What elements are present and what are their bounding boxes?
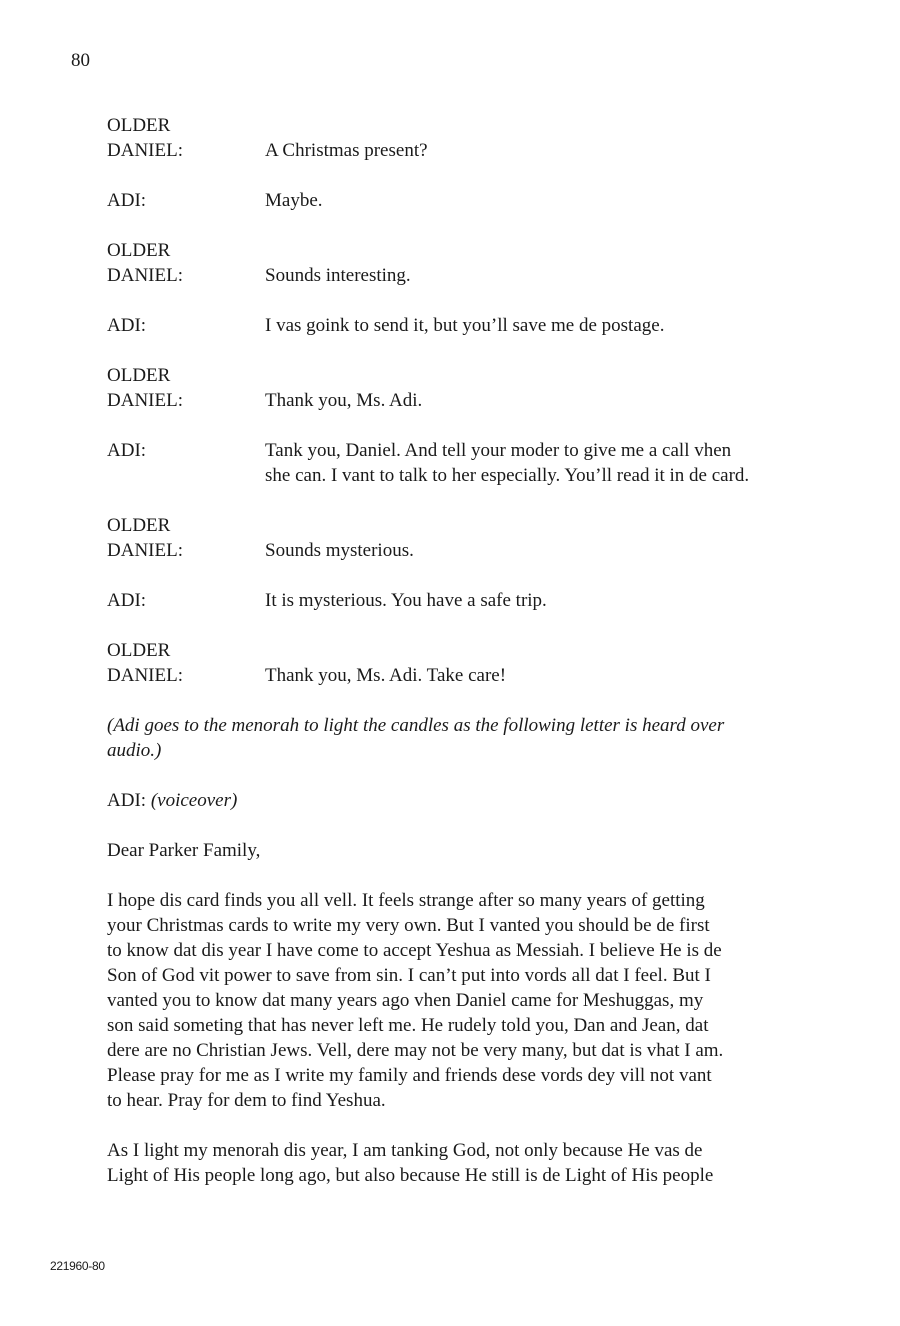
speaker-name: OLDER xyxy=(107,640,171,661)
dialogue-text: Thank you, Ms. Adi. Take care! xyxy=(265,665,507,686)
page-number: 80 xyxy=(71,50,90,71)
speaker-name: OLDER xyxy=(107,515,171,536)
letter-line: Please pray for me as I write my family and friends dese vords dey vill not vant xyxy=(107,1065,712,1086)
dialogue-block xyxy=(107,513,807,563)
speaker-name: ADI: xyxy=(107,315,147,336)
speaker-name: DANIEL: xyxy=(107,540,183,561)
dialogue-block xyxy=(107,363,807,413)
dialogue-text: I vas goink to send it, but you’ll save me de postage. xyxy=(265,315,665,336)
letter xyxy=(107,838,807,1188)
letter-paragraph xyxy=(107,1138,807,1188)
speaker-name: ADI: xyxy=(107,440,147,461)
speaker-name: DANIEL: xyxy=(107,265,183,286)
letter-paragraph xyxy=(107,888,807,1113)
letter-line: As I light my menorah dis year, I am tanking God, not only because He vas de xyxy=(107,1140,703,1161)
dialogue-block xyxy=(107,638,807,688)
dialogue-text: Maybe. xyxy=(265,190,323,211)
letter-line: dere are no Christian Jews. Vell, dere may not be very many, but dat is vhat I am. xyxy=(107,1040,724,1061)
dialogue-block xyxy=(107,438,807,488)
dialogue-text: A Christmas present? xyxy=(265,140,428,161)
speaker-name: OLDER xyxy=(107,365,171,386)
dialogue-block xyxy=(107,238,807,288)
speaker-name: DANIEL: xyxy=(107,665,183,686)
speaker-name: DANIEL: xyxy=(107,140,183,161)
letter-line: to hear. Pray for dem to find Yeshua. xyxy=(107,1090,386,1111)
script-body xyxy=(107,113,807,1188)
letter-line: your Christmas cards to write my very own. But I vanted you should be de first xyxy=(107,915,710,936)
speaker-name: ADI: xyxy=(107,590,147,611)
dialogue-text: Tank you, Daniel. And tell your moder to give me a call vhen xyxy=(265,440,732,461)
speaker-name: DANIEL: xyxy=(107,390,183,411)
dialogue-text: Sounds interesting. xyxy=(265,265,411,286)
stage-direction-line: audio.) xyxy=(107,740,162,761)
letter-line: vanted you to know dat many years ago vhen Daniel came for Meshuggas, my xyxy=(107,990,704,1011)
document-code: 221960-80 xyxy=(50,1259,105,1273)
speaker-name: OLDER xyxy=(107,115,171,136)
dialogue-text: It is mysterious. You have a safe trip. xyxy=(265,590,547,611)
speaker-name: ADI: xyxy=(107,190,147,211)
stage-direction-line: (Adi goes to the menorah to light the candles as the following letter is heard over xyxy=(107,715,725,736)
dialogue-text: Sounds mysterious. xyxy=(265,540,414,561)
voiceover-note: (voiceover) xyxy=(150,790,238,811)
letter-salutation: Dear Parker Family, xyxy=(107,840,261,861)
letter-line: to know dat dis year I have come to accept Yeshua as Messiah. I believe He is de xyxy=(107,940,722,961)
dialogue-block xyxy=(107,313,807,338)
stage-direction xyxy=(107,713,807,763)
letter-line: son said someting that has never left me. He rudely told you, Dan and Jean, dat xyxy=(107,1015,709,1036)
dialogue-block xyxy=(107,588,807,613)
dialogue-text: she can. I vant to talk to her especially. You’ll read it in de card. xyxy=(265,465,750,486)
speaker-name: ADI: xyxy=(107,790,151,811)
letter-line: Son of God vit power to save from sin. I can’t put into vords all dat I feel. But I xyxy=(107,965,711,986)
letter-line: Light of His people long ago, but also because He still is de Light of His people xyxy=(107,1165,714,1186)
dialogue-block xyxy=(107,188,807,213)
voiceover-cue xyxy=(107,788,807,813)
dialogue-block xyxy=(107,113,807,163)
letter-line: I hope dis card finds you all vell. It feels strange after so many years of getting xyxy=(107,890,705,911)
dialogue-text: Thank you, Ms. Adi. xyxy=(265,390,423,411)
speaker-name: OLDER xyxy=(107,240,171,261)
